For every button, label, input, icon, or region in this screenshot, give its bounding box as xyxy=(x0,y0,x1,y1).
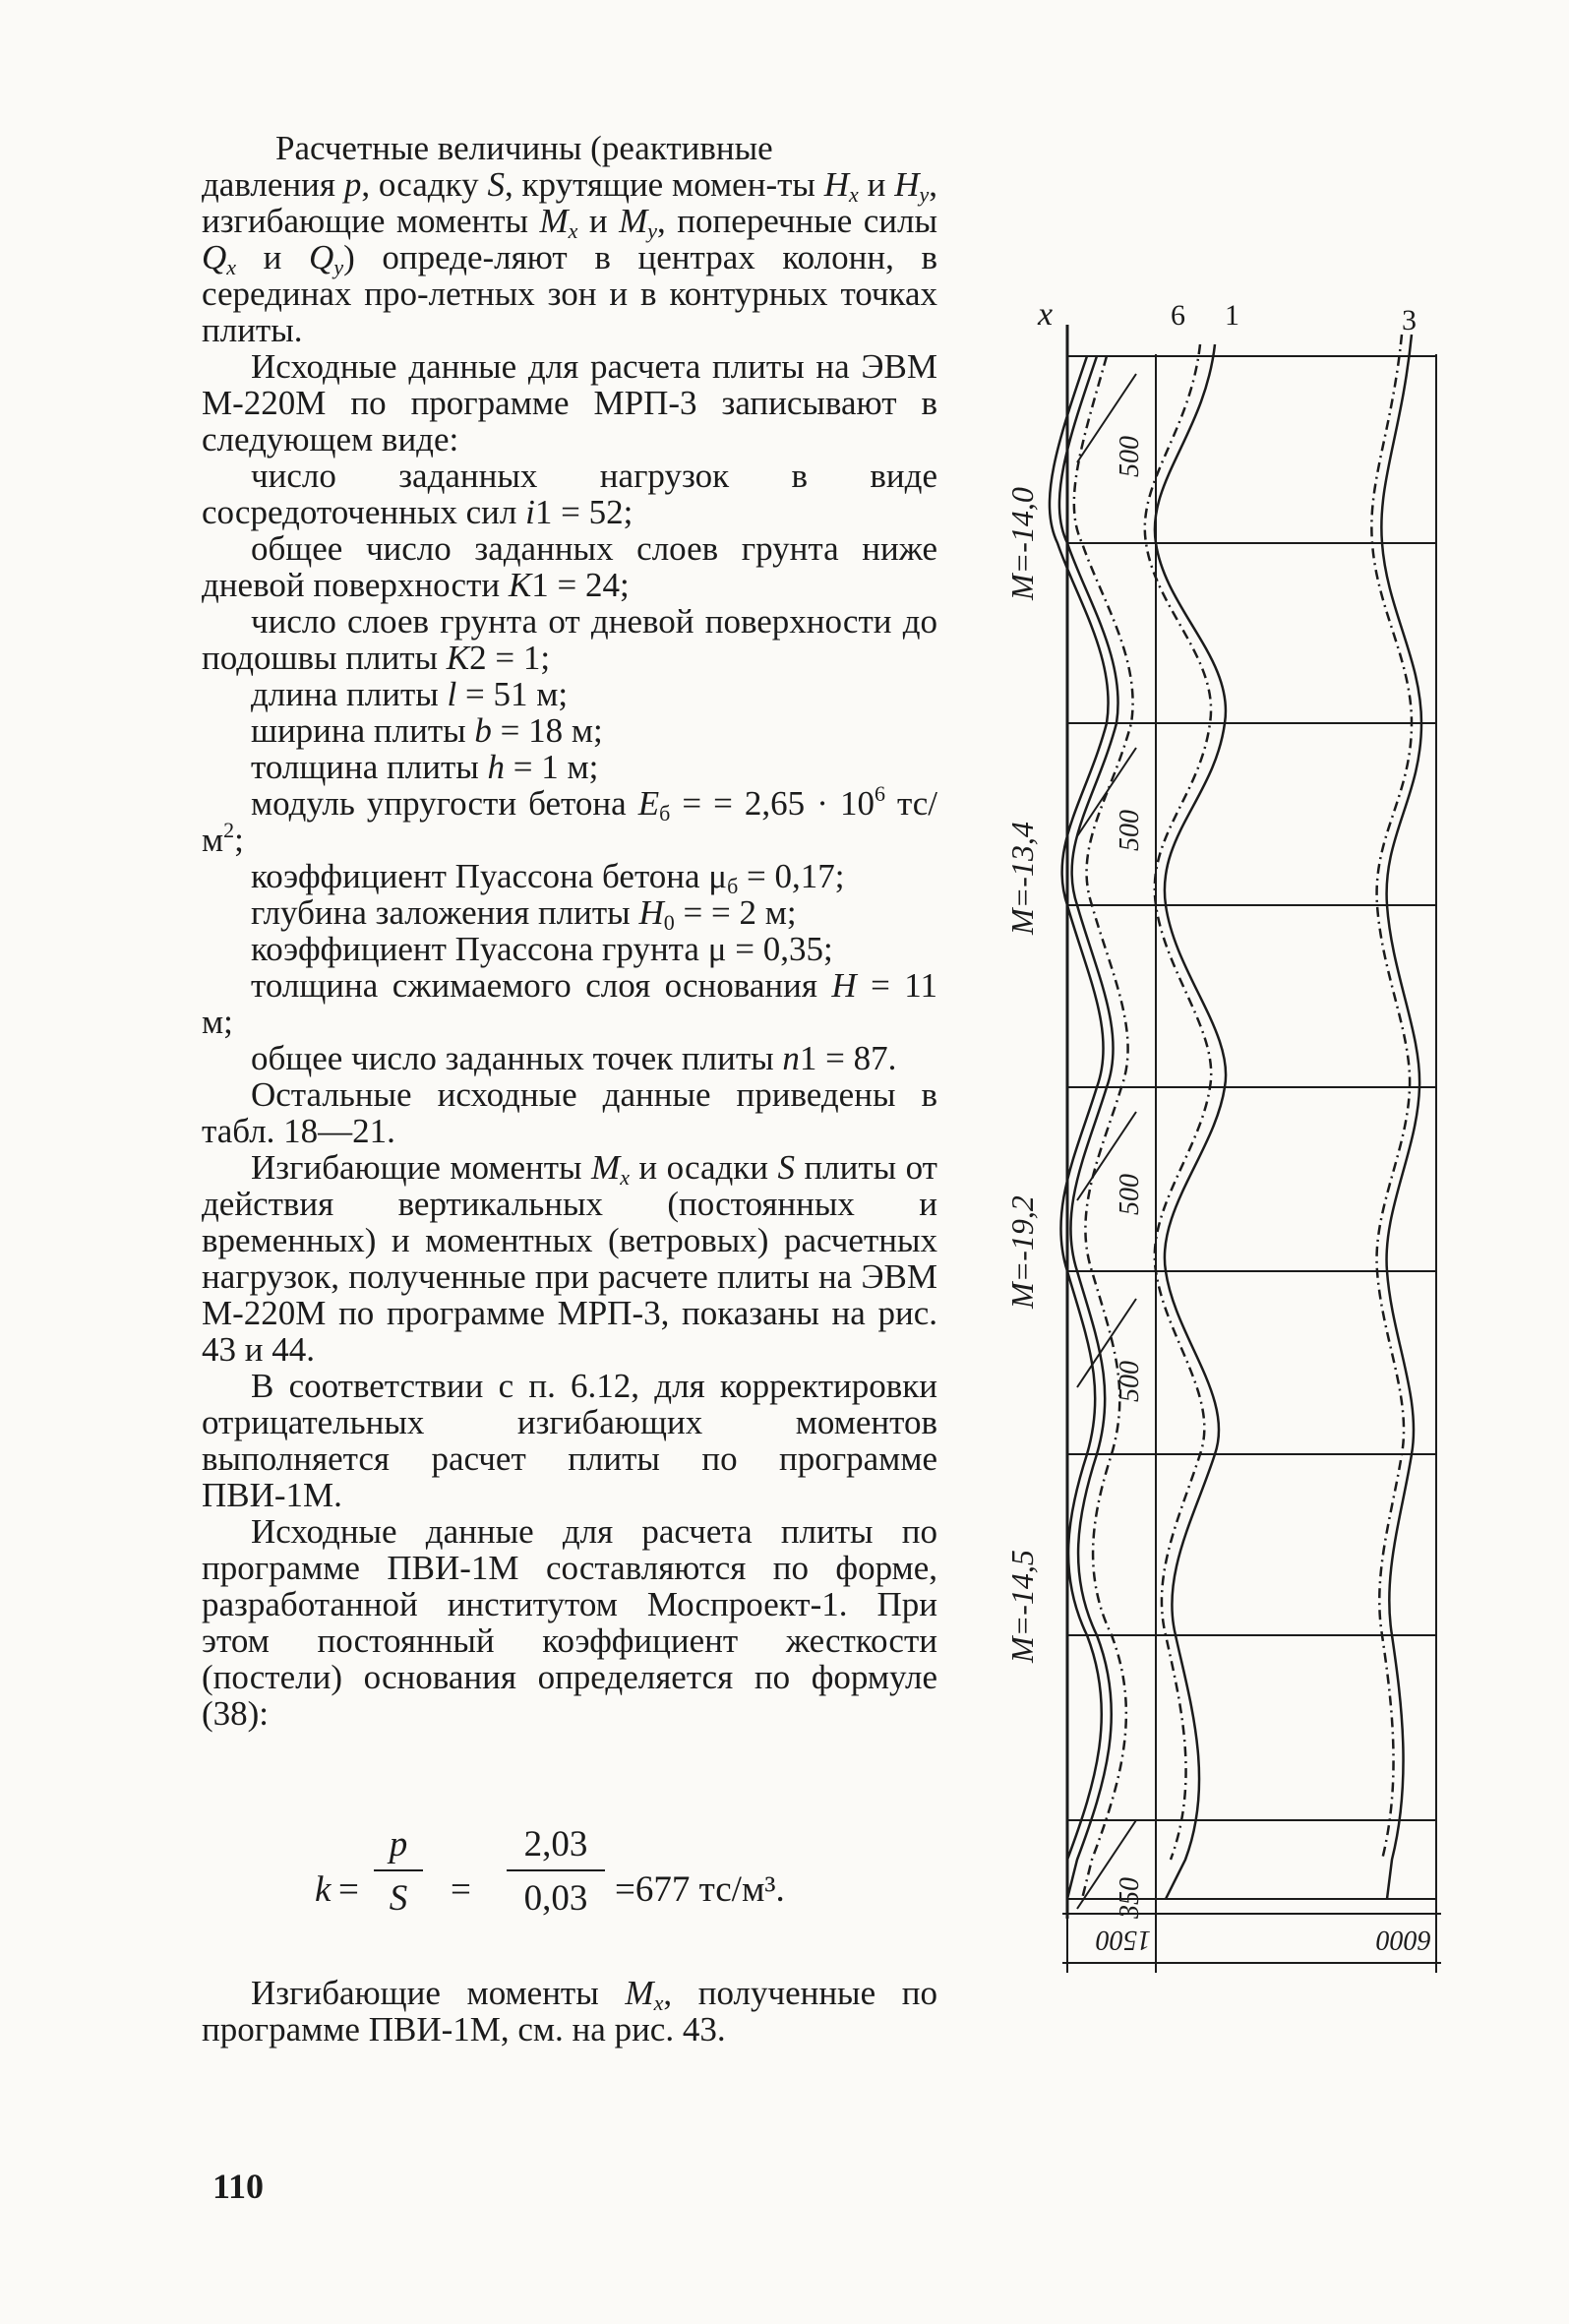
paragraph-5: В соответствии с п. 6.12, для корректировки отрицательных изгибающих моментов выполняется расчет плиты по программе ПВИ-1М. xyxy=(202,1367,937,1514)
curve-group-mid-2 xyxy=(1145,344,1211,1860)
curve-label-1: 1 xyxy=(1225,299,1239,332)
span-label-1: 500 xyxy=(1115,436,1145,477)
paragraph-7: Изгибающие моменты $M_x$, полученные по программе ПВИ-1М, см. на рис. 43. xyxy=(202,1974,937,2049)
list-item-depth: глубина заложения плиты $H_0$ = = 2 м; xyxy=(251,893,797,935)
curve-label-6: 6 xyxy=(1171,299,1185,332)
paragraph-4: Изгибающие моменты $M_x$ и осадки S плиты от действия вертикальных (постоянных и временных) и моментных (ветровых) расчетных нагрузок, полученные при расчете плиты на ЭВМ М-220М по программе МРП-3, показаны на рис. 43 и 44. xyxy=(202,1148,937,1369)
arrow-lines xyxy=(1077,374,1136,1909)
list-item-compressible-layer: толщина сжимаемого слоя основания H = 11 м; xyxy=(202,966,937,1041)
formula-fraction-2-numerator: 2,03 xyxy=(507,1823,605,1871)
curve-group-right-1 xyxy=(1381,335,1421,1899)
paragraph-1-cont: давления p, осадку S, крутящие момен-ты $H_x$ и $H_y$, изгибающие моменты $M_x$ и $M_y$, поперечные силы $Q_x$ и $Q_y$) опреде-ляют в центрах колонн, в серединах про-летных зон и в контурных точках плиты. xyxy=(202,165,938,349)
formula-fraction-1-numerator: p xyxy=(374,1823,423,1871)
span-label-4: 500 xyxy=(1115,1361,1145,1402)
dim-label-1500: 1500 xyxy=(1096,1925,1151,1955)
formula-fraction-1-denominator: S xyxy=(389,1878,408,1919)
list-item-points: общее число заданных точек плиты n1 = 87. xyxy=(251,1039,897,1077)
moment-curves xyxy=(1050,335,1421,1899)
grid-lines xyxy=(1067,356,1436,1899)
moment-label-1: M=-14,0 xyxy=(1004,487,1040,600)
moment-label-2: M=-13,4 xyxy=(1004,822,1040,935)
moment-diagram-figure xyxy=(989,285,1461,1997)
formula-lhs: k xyxy=(315,1869,332,1910)
moment-label-3: M=-19,2 xyxy=(1004,1195,1040,1309)
curve-group-mid-1 xyxy=(1155,344,1226,1899)
list-item-poisson-concrete: коэффициент Пуассона бетона $\mu_б = 0,17$; xyxy=(251,857,845,898)
formula-fraction-2-denominator: 0,03 xyxy=(523,1878,588,1919)
span-label-3: 500 xyxy=(1115,1174,1145,1215)
closing-text xyxy=(202,1975,937,2048)
list-item-width: ширина плиты b = 18 м; xyxy=(251,711,603,750)
dim-label-6000: 6000 xyxy=(1376,1925,1431,1955)
paragraph-3: Остальные исходные данные приведены в табл. 18—21. xyxy=(202,1075,937,1150)
moment-label-4: M=-14,5 xyxy=(1004,1550,1040,1663)
formula-fraction-1 xyxy=(374,1823,423,1920)
formula-eq-1: = xyxy=(338,1869,359,1910)
formula-38 xyxy=(315,1823,885,1951)
list-item-soil-layers: общее число заданных слоев грунта ниже дневой поверхности K1 = 24; xyxy=(202,529,937,604)
list-item-thickness: толщина плиты h = 1 м; xyxy=(251,748,599,786)
formula-result: =677 тс/м³. xyxy=(615,1869,785,1910)
list-item-elastic-modulus: модуль упругости бетона $E_б$ = = $2,65 \cdot 10^6$ $тс/м^2$; xyxy=(202,781,937,859)
list-item-loads: число заданных нагрузок в виде сосредоточенных сил i1 = 52; xyxy=(202,457,937,531)
list-item-length: длина плиты l = 51 м; xyxy=(251,675,569,713)
main-text-column xyxy=(202,130,937,1732)
paragraph-2: Исходные данные для расчета плиты на ЭВМ М-220М по программе МРП-3 записывают в следующем виде: xyxy=(202,347,937,459)
list-item-poisson-soil: коэффициент Пуассона грунта μ = 0,35; xyxy=(251,930,833,968)
formula-fraction-2 xyxy=(507,1823,605,1920)
list-item-layers-to-base: число слоев грунта от дневой поверхности до подошвы плиты K2 = 1; xyxy=(202,602,937,677)
page-number: 110 xyxy=(212,2167,265,2206)
paragraph-6: Исходные данные для расчета плиты по программе ПВИ-1М составляются по форме, разработанной институтом Моспроект-1. При этом постоянный коэффициент жесткости (постели) основания определяется по формуле (38): xyxy=(202,1512,937,1733)
span-label-5: 350 xyxy=(1115,1877,1145,1919)
curve-label-3: 3 xyxy=(1402,304,1417,336)
formula-eq-2: = xyxy=(451,1869,471,1910)
span-label-2: 500 xyxy=(1115,810,1145,851)
paragraph-1: Расчетные величины (реактивные xyxy=(275,129,773,167)
axis-label-x: x xyxy=(1038,296,1054,333)
